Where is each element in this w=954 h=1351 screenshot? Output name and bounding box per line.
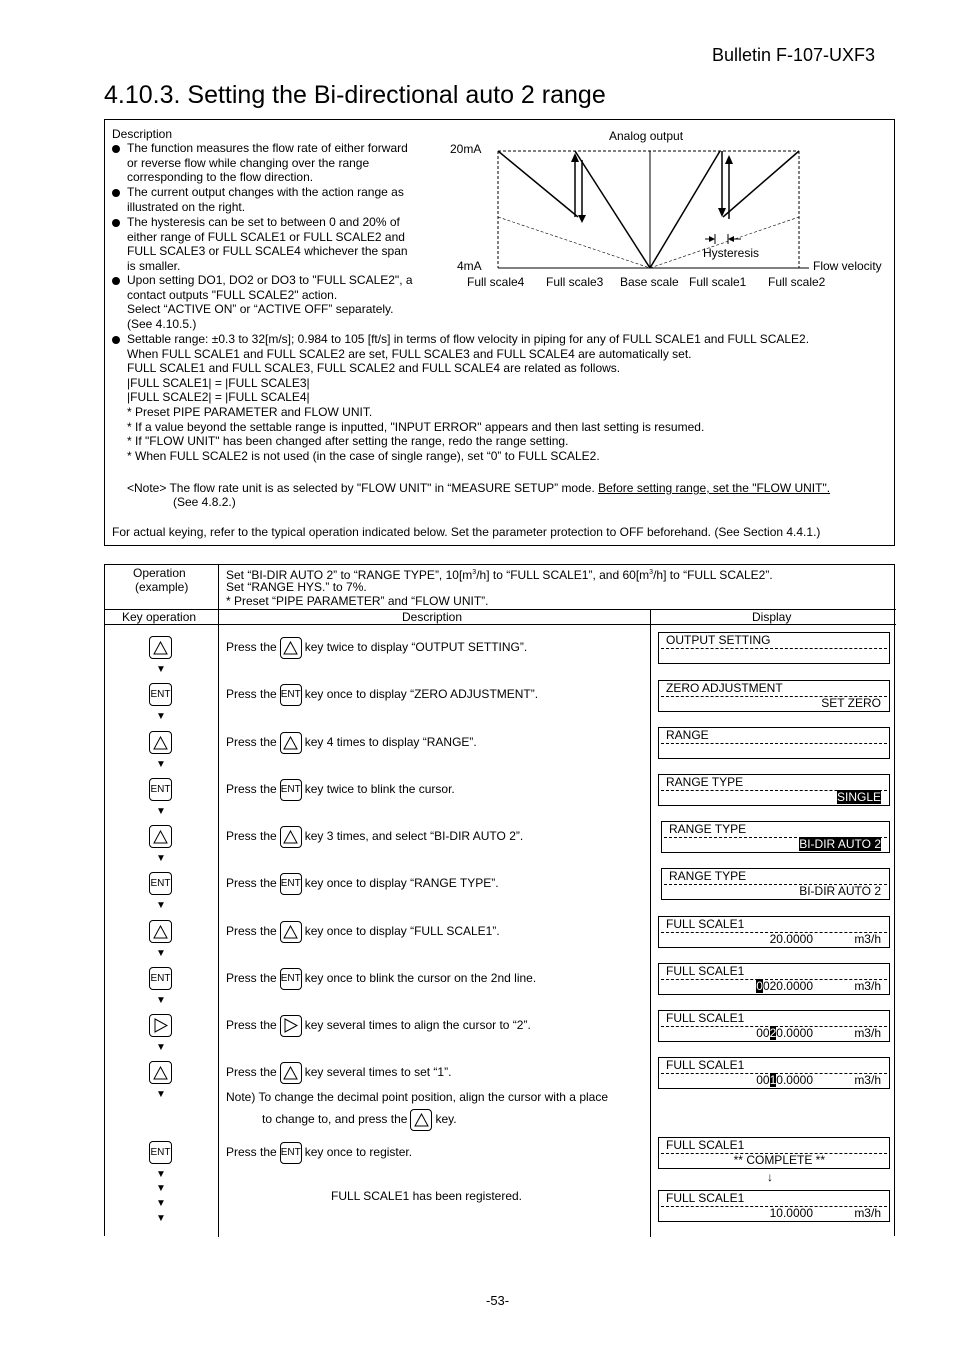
fs4-dashed	[498, 217, 650, 268]
bullet-4: Upon setting DO1, DO2 or DO3 to "FULL SCALE2", a contact outputs "FULL SCALE2" action. Select “ACTIVE ON” or “ACTIVE OFF” separately. (See 4.10.5.)	[127, 273, 413, 331]
ent-key[interactable]: ENT	[149, 683, 172, 706]
step-1-description: Press the key twice to display “OUTPUT SETTING”.	[226, 636, 527, 659]
step-11-description: Press the ENT key once to register.	[226, 1141, 412, 1164]
operation-example-label: (example)	[135, 580, 189, 594]
fs2-line	[723, 151, 799, 217]
fs3-line	[575, 151, 650, 268]
up-key-inline	[280, 1062, 302, 1084]
fs4-line	[498, 151, 578, 217]
right-key-inline	[280, 1015, 302, 1037]
up-key[interactable]	[149, 920, 172, 943]
down-arrow-icon: ▼	[156, 995, 166, 1006]
down-arrow-icon: ▼	[156, 759, 166, 770]
bullet-1: The function measures the flow rate of either forward or reverse flow while changing over the range corresponding to the flow direction.	[127, 141, 408, 185]
ent-key[interactable]: ENT	[149, 872, 172, 895]
ent-key-inline: ENT	[280, 873, 302, 895]
lcd-display: ZERO ADJUSTMENT SET ZERO	[658, 680, 890, 712]
down-arrow-icon: ▼	[156, 900, 166, 911]
registered-message: FULL SCALE1 has been registered.	[331, 1189, 522, 1203]
down-arrow-icon: ▼	[156, 806, 166, 817]
down-arrow-icon: ▼	[156, 1183, 166, 1194]
operation-line-1: Set “BI-DIR AUTO 2” to “RANGE TYPE”, $10[m^3/h]$ to “FULL SCALE1”, and $60[m^3/h]$ to “FULL SCALE2”.	[226, 568, 773, 582]
description-box	[104, 119, 895, 546]
section-title: 4.10.3. Setting the Bi-directional auto 2 range	[104, 81, 606, 109]
lcd-display: RANGE TYPE SINGLE	[658, 774, 890, 806]
x-label-fs1: Full scale1	[689, 275, 747, 289]
up-key-inline	[410, 1109, 432, 1131]
analog-output-graph	[105, 120, 894, 340]
y-label-4ma: 4mA	[457, 259, 482, 273]
operation-label: Operation	[133, 566, 186, 580]
ent-key-inline: ENT	[280, 968, 302, 990]
up-key-inline	[280, 826, 302, 848]
down-arrow-icon: ▼	[156, 853, 166, 864]
x-axis-label: Flow velocity	[813, 259, 882, 273]
lcd-display: RANGE TYPE BI-DIR AUTO 2	[661, 868, 890, 900]
down-arrow-icon: ▼	[156, 711, 166, 722]
down-arrow-icon: ▼	[156, 948, 166, 959]
step-10-description: Press the key several times to set “1”.	[226, 1061, 451, 1084]
operation-table	[104, 564, 895, 1236]
lcd-display: FULL SCALE1 0020.0000 m3/h	[658, 1010, 890, 1042]
fs2-dashed	[650, 217, 799, 268]
blinking-cursor: SINGLE	[836, 790, 881, 804]
lcd-display: RANGE TYPE BI-DIR AUTO 2	[661, 821, 890, 853]
blinking-cursor: 0	[756, 979, 763, 993]
x-label-base: Base scale	[620, 275, 679, 289]
description-heading: Description	[112, 127, 173, 141]
bulletin-number: Bulletin F-107-UXF3	[712, 45, 876, 65]
step-2-description: Press the ENT key once to display “ZERO ADJUSTMENT”.	[226, 683, 538, 706]
right-key[interactable]	[149, 1014, 172, 1037]
lcd-display: FULL SCALE1 20.0000 m3/h	[658, 916, 890, 948]
step-9-description: Press the key several times to align the cursor to “2”.	[226, 1014, 531, 1037]
up-key[interactable]	[149, 1061, 172, 1084]
blinking-cursor: 1	[769, 1073, 777, 1087]
down-arrow-icon: ▼	[156, 1169, 166, 1180]
graph-title: Analog output	[609, 129, 684, 143]
step-6-description: Press the ENT key once to display “RANGE TYPE”.	[226, 872, 499, 895]
lcd-display: FULL SCALE1 ** COMPLETE **	[658, 1137, 890, 1169]
col-description: Description	[402, 610, 463, 624]
settable-range: Settable range: ±0.3 to 32[m/s]; 0.984 to 105 [ft/s] in terms of flow velocity in piping for any of FULL SCALE1 and FULL SCALE2. When FULL SCALE1 and FULL SCALE2 are set, FULL SCALE3 and FULL SCALE4 are automatically set. FULL SCALE1 and FULL SCALE3, FULL SCALE2 and FULL SCALE4 are related as follows. |FULL SCALE1| = |FULL SCALE3| |FULL SCALE2| = |FULL SCALE4| * Preset PIPE PARAMETER and FLOW UNIT. * If a value beyond the settable range is inputted, "INPUT ERROR" appears and then last setting is resumed. * If "FLOW UNIT" has been changed after setting the range, redo the range setting. * When FULL SCALE2 is not used (in the case of single range), set “0” to FULL SCALE2.	[127, 332, 810, 463]
down-arrow-icon: ▼	[156, 1213, 166, 1224]
lcd-display: RANGE	[658, 727, 890, 759]
x-label-fs2: Full scale2	[768, 275, 826, 289]
operation-line-3: * Preset “PIPE PARAMETER” and “FLOW UNIT”.	[226, 594, 489, 608]
down-arrow-icon: ▼	[156, 1089, 166, 1100]
step-4-description: Press the ENT key twice to blink the cursor.	[226, 778, 455, 801]
lcd-display: FULL SCALE1 0010.0000 m3/h	[658, 1057, 890, 1089]
up-key[interactable]	[149, 636, 172, 659]
actual-keying-note: For actual keying, refer to the typical operation indicated below. Set the parameter protection to OFF beforehand. (See Section 4.4.1.)	[112, 525, 821, 539]
ent-key[interactable]: ENT	[149, 1141, 172, 1164]
ent-key-inline: ENT	[280, 1142, 302, 1164]
bullet-3: The hysteresis can be set to between 0 and 20% of either range of FULL SCALE1 or FULL SCALE2 and FULL SCALE3 or FULL SCALE4 whichever the span is smaller.	[127, 215, 408, 273]
lcd-display: OUTPUT SETTING	[658, 632, 890, 664]
blinking-cursor: 2	[769, 1026, 777, 1040]
col-display: Display	[752, 610, 792, 624]
lcd-display: FULL SCALE1 0020.0000 m3/h	[658, 963, 890, 995]
operation-line-2: Set “RANGE HYS.” to 7%.	[226, 580, 367, 594]
step-7-description: Press the key once to display “FULL SCALE1”.	[226, 920, 500, 943]
ent-key-inline: ENT	[280, 779, 302, 801]
bullet-2: The current output changes with the action range as illustrated on the right.	[127, 185, 404, 214]
blinking-cursor: BI-DIR AUTO 2	[799, 837, 881, 851]
page-number: -53-	[486, 1293, 510, 1308]
ent-key[interactable]: ENT	[149, 967, 172, 990]
note-see: (See 4.8.2.)	[173, 495, 236, 509]
step-10-note-line1: Note) To change the decimal point position, align the cursor with a place	[226, 1090, 609, 1104]
step-8-description: Press the ENT key once to blink the cursor on the 2nd line.	[226, 967, 536, 990]
step-5-description: Press the key 3 times, and select “BI-DIR AUTO 2”.	[226, 825, 523, 848]
up-key-inline	[280, 637, 302, 659]
up-key[interactable]	[149, 825, 172, 848]
step-3-description: Press the key 4 times to display “RANGE”.	[226, 731, 477, 754]
step-10-note-line2: to change to, and press the key.	[262, 1108, 457, 1131]
hysteresis-label: Hysteresis	[703, 246, 760, 260]
x-label-fs3: Full scale3	[546, 275, 604, 289]
x-label-fs4: Full scale4	[467, 275, 525, 289]
ent-key[interactable]: ENT	[149, 778, 172, 801]
lcd-display: FULL SCALE1 10.0000 m3/h	[658, 1190, 890, 1222]
up-key-inline	[280, 921, 302, 943]
ent-key-inline: ENT	[280, 684, 302, 706]
up-key[interactable]	[149, 731, 172, 754]
down-arrow-icon: ▼	[156, 1042, 166, 1053]
note-flow-unit: <Note> The flow rate unit is as selected by "FLOW UNIT" in “MEASURE SETUP” mode. Before setting range, set the "FLOW UNIT".	[127, 481, 831, 495]
col-key-operation: Key operation	[122, 610, 197, 624]
up-key-inline	[280, 732, 302, 754]
down-arrow-icon: ↓	[767, 1170, 773, 1184]
down-arrow-icon: ▼	[156, 664, 166, 675]
y-label-20ma: 20mA	[450, 142, 482, 156]
down-arrow-icon: ▼	[156, 1198, 166, 1209]
